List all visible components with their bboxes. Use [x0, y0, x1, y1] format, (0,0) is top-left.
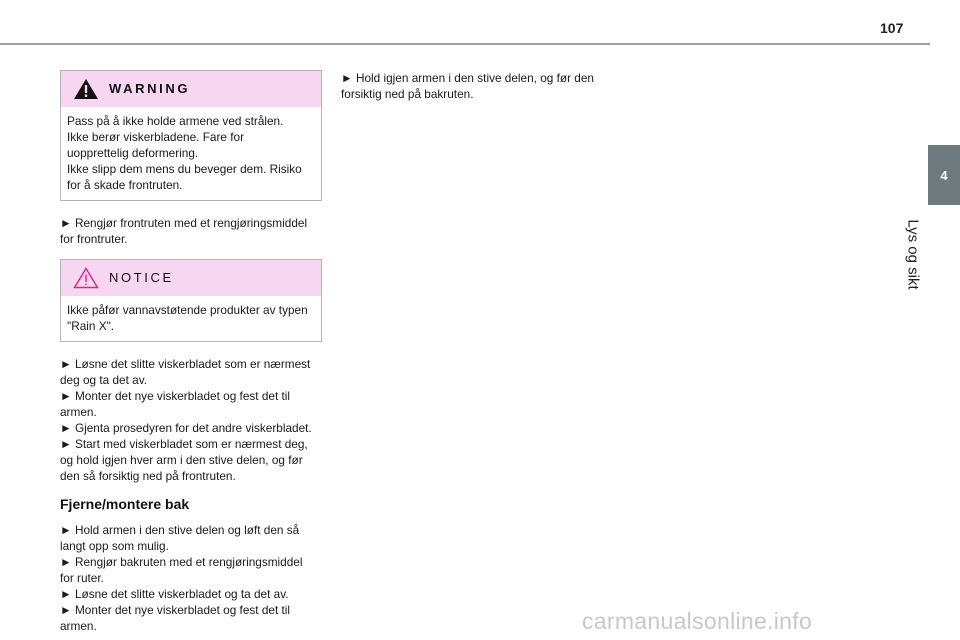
step-line: ► Hold igjen armen i den stive delen, og før den	[341, 71, 594, 85]
chapter-title	[898, 212, 928, 296]
notice-body	[61, 296, 321, 341]
step-clean-front	[60, 215, 322, 247]
notice-title: NOTICE	[109, 270, 174, 285]
chapter-tab[interactable]	[928, 145, 960, 205]
step-line: den så forsiktig ned på frontruten.	[60, 469, 236, 483]
notice-header	[61, 260, 321, 296]
step-line: ► Monter det nye viskerbladet og fest det til	[60, 389, 291, 403]
step-line: ► Løsne det slitte viskerbladet som er nærmest	[60, 357, 311, 371]
step-line: ► Løsne det slitte viskerbladet og ta det av.	[60, 587, 289, 601]
right-column	[341, 70, 609, 114]
steps-front	[60, 356, 322, 484]
warning-title: WARNING	[109, 81, 191, 96]
step-line: ► Gjenta prosedyren for det andre viskerbladet.	[60, 421, 312, 435]
warning-header	[61, 71, 321, 107]
step-line: ► Hold armen i den stive delen og løft den så	[60, 523, 300, 537]
step-line: ► Rengjør bakruten med et rengjøringsmiddel	[60, 555, 303, 569]
warning-icon	[73, 78, 99, 100]
step-line: ► Rengjør frontruten med et rengjøringsmiddel	[60, 216, 308, 230]
warning-box	[60, 70, 322, 201]
header-rule	[0, 43, 930, 45]
notice-line: "Rain X".	[67, 319, 115, 333]
notice-box	[60, 259, 322, 342]
step-line: langt opp som mulig.	[60, 539, 169, 553]
warning-line: Ikke slipp dem mens du beveger dem. Risiko	[67, 162, 302, 176]
chapter-title-text: Lys og sikt	[904, 218, 922, 290]
warning-line: for å skade frontruten.	[67, 178, 183, 192]
step-line: armen.	[60, 405, 97, 419]
warning-line: Ikke berør viskerbladene. Fare for	[67, 130, 245, 144]
step-line: for frontruter.	[60, 232, 128, 246]
step-line: armen.	[60, 619, 97, 633]
step-line: ► Start med viskerbladet som er nærmest deg,	[60, 437, 308, 451]
step-line: og hold igjen hver arm i den stive delen, og før	[60, 453, 303, 467]
notice-icon	[73, 267, 99, 289]
notice-line: Ikke påfør vannavstøtende produkter av typen	[67, 303, 308, 317]
warning-line: Pass på å ikke holde armene ved strålen.	[67, 114, 284, 128]
watermark: carmanualsonline.info	[582, 608, 813, 634]
steps-rear	[60, 522, 322, 634]
step-line: ► Monter det nye viskerbladet og fest det til	[60, 603, 291, 617]
step-lower-rear	[341, 70, 609, 102]
left-column	[60, 70, 322, 640]
warning-line: uopprettelig deformering.	[67, 146, 199, 160]
page-number: 107	[880, 20, 904, 36]
step-line: for ruter.	[60, 571, 104, 585]
step-line: forsiktig ned på bakruten.	[341, 87, 474, 101]
warning-body	[61, 107, 321, 200]
chapter-number: 4	[940, 167, 948, 183]
rear-heading: Fjerne/montere bak	[60, 496, 190, 512]
step-line: deg og ta det av.	[60, 373, 148, 387]
